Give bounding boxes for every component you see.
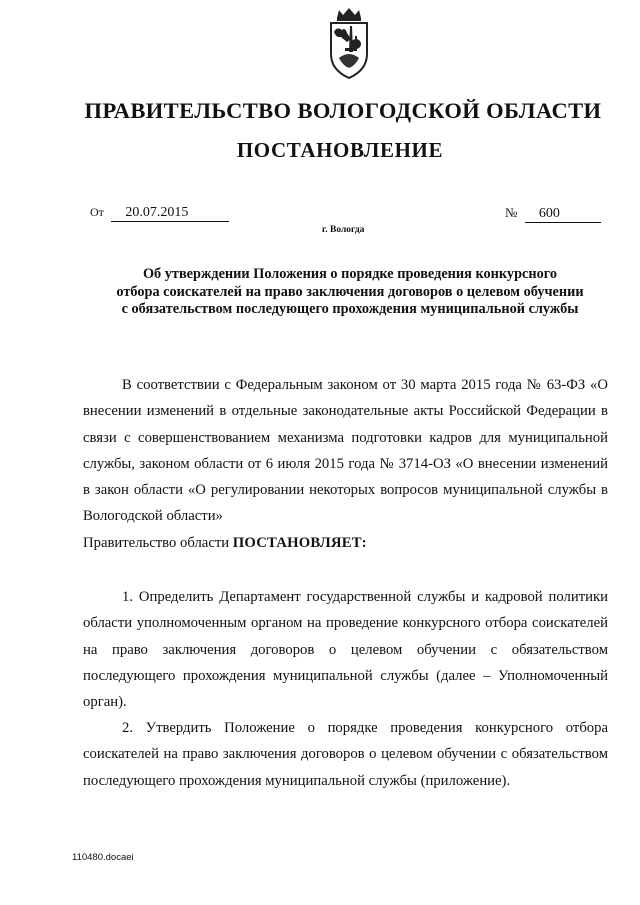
coat-of-arms-icon (325, 6, 373, 82)
item-1-paragraph: 1. Определить Департамент государственной службы и кадровой политики области уполномоченным органом на проведение конкурсного отбора соискателей на право заключения договоров о целевом обучении с обязательством последующего прохождения муниципальной службы (далее – Уполномоченный орган). (83, 589, 608, 711)
number-prefix: № (505, 205, 518, 220)
preamble-paragraph: В соответствии с Федеральным законом от 30 марта 2015 года № 63-ФЗ «О внесении изменений в отдельные законодательные акты Российской Федерации в связи с совершенствованием механизма подготовки кадров для муниципальной службы, законом области от 6 июля 2015 года № 3714-ОЗ «О внесении изменений в закон области «О регулировании некоторых вопросов муниципальной службы в Вологодской области» (83, 377, 608, 525)
decree-prefix: Правительство области (83, 535, 233, 551)
date-prefix: От (90, 205, 104, 219)
decree-word: ПОСТАНОВЛЯЕТ: (232, 535, 367, 551)
decree-line (83, 530, 367, 556)
item-2-paragraph: 2. Утвердить Положение о порядке проведения конкурсного отбора соискателей на право заключения договоров о целевом обучении с обязательством последующего прохождения муниципальной службы (приложение). (83, 720, 608, 789)
document-type: ПОСТАНОВЛЕНИЕ (236, 138, 444, 162)
organization-title: ПРАВИТЕЛЬСТВО ВОЛОГОДСКОЙ ОБЛАСТИ (84, 98, 602, 123)
document-subject (100, 266, 600, 319)
date-field (90, 205, 229, 222)
document-number: 600 (525, 206, 601, 223)
subject-line-3: с обязательством последующего прохождения муниципальной службы (121, 301, 579, 317)
footer-file-name: 110480.docaei (72, 852, 134, 863)
subject-line-2: отбора соискателей на право заключения договоров о целевом обучении (116, 283, 584, 300)
subject-line-1: Об утверждении Положения о порядке проведения конкурсного (142, 266, 558, 282)
number-field (505, 205, 601, 223)
city-label: г. Вологда (322, 225, 365, 235)
document-date: 20.07.2015 (111, 205, 229, 222)
